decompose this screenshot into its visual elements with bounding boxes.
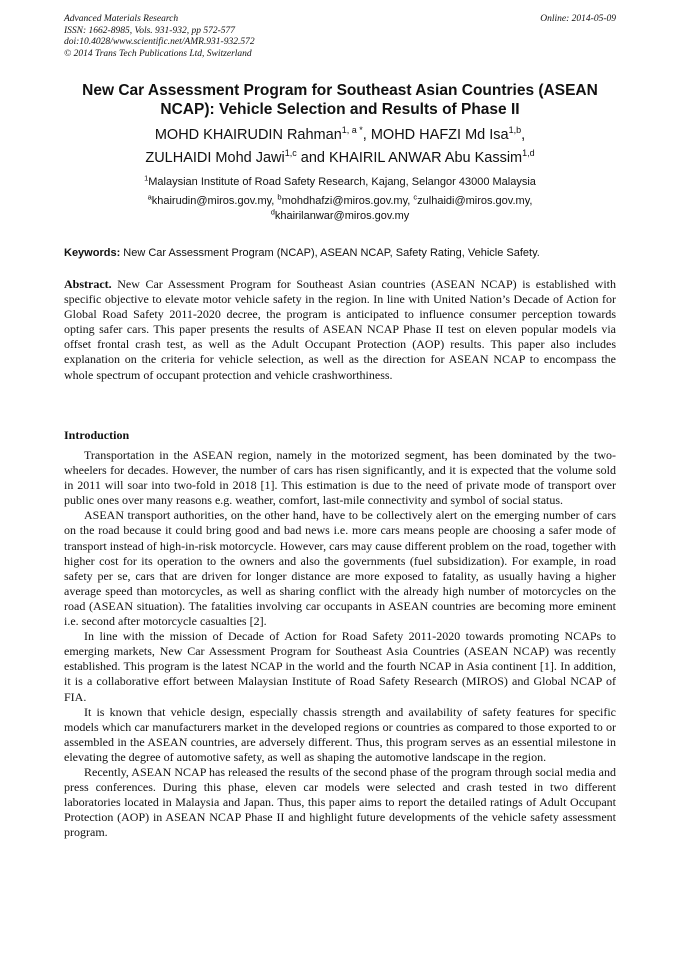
online-date: Online: 2014-05-09 xyxy=(540,14,616,24)
affil-mark: 1 xyxy=(144,173,149,183)
author-separator: , xyxy=(521,127,526,143)
author-name: ZULHAIDI Mohd Jawi xyxy=(145,150,285,166)
author-separator: , xyxy=(362,127,371,143)
paper-title: New Car Assessment Program for Southeast Asian Countries (ASEAN NCAP): Vehicle Selection and Results of Phase II xyxy=(82,82,598,118)
journal-header xyxy=(64,14,616,60)
email-mark: b xyxy=(277,192,282,202)
journal-name: Advanced Materials Research xyxy=(64,14,179,24)
affil-text: Malaysian Institute of Road Safety Research, Kajang, Selangor 43000 Malaysia xyxy=(148,176,536,188)
doi: doi:10.4028/www.scientific.net/AMR.931-932.572 xyxy=(64,37,255,47)
author-affil-mark: 1,d xyxy=(522,148,535,159)
keywords-text: New Car Assessment Program (NCAP), ASEAN NCAP, Safety Rating, Vehicle Safety. xyxy=(120,247,540,259)
introduction-body xyxy=(64,448,616,840)
author-affil-mark: 1, a * xyxy=(341,125,363,136)
email-address: zulhaidi@miros.gov.my, xyxy=(417,195,533,207)
keywords xyxy=(64,246,616,260)
email-mark: d xyxy=(270,207,275,217)
abstract-label: Abstract. xyxy=(64,277,112,291)
abstract xyxy=(64,277,616,383)
author-affil-mark: 1,b xyxy=(508,125,522,136)
email-mark: c xyxy=(413,192,418,202)
keywords-label: Keywords: xyxy=(64,247,121,259)
author-affil-mark: 1,c xyxy=(284,148,297,159)
abstract-text: New Car Assessment Program for Southeast Asian countries (ASEAN NCAP) is established with specific objective to elevate motor vehicle safety in the region. In line with United Nation’s Decade of Action for Global Road Safety 2011-2020 decree, the program is anticipated to influence consumer perception towards opting safer cars. This paper presents the results of ASEAN NCAP Phase II test on eleven popular models via offset frontal crash test, as well as the Adult Occupant Protection (AOP) results. This paper also includes explanation on the criteria for vehicle selection, as well as the direction for ASEAN NCAP to encompass the whole spectrum of occupant protection and vehicle crashworthiness. xyxy=(64,277,616,382)
email-address: khairilanwar@miros.gov.my xyxy=(274,210,410,222)
paragraph: ASEAN transport authorities, on the other hand, have to be collectively alert on the emerging number of cars on the road because it could bring good and bad news i.e. more cars means people are choosing a safer mode of transport instead of high-in-risk motorcycle. However, cars may cause different problem on the road, together with higher cost for its operation to the owners and also the governments (fuel subsidization). For example, in road safety per se, cars that are driven for longer distance are more exposed to fatality, as usually having a higher average speed than motorcycles, as well as sharing conflict with the already high number of motorcycles on the road (ASEAN situation). The fatalities involving car occupants in ASEAN countries are becoming more eminent i.e. second after motorcycle casualties [2]. xyxy=(64,508,616,629)
copyright: © 2014 Trans Tech Publications Ltd, Switzerland xyxy=(64,48,252,59)
author-name: MOHD HAFZI Md Isa xyxy=(370,127,509,143)
paragraph: It is known that vehicle design, especially chassis strength and availability of safety features for specific models which car manufacturers market in the developed regions or countries as compared to those exported to or assembled in the ASEAN countries, are adversely different. Thus, this program serves as an essential milestone in elevating the degree of automotive safety, as well as shaping the automotive landscape in the region. xyxy=(64,704,616,764)
section-heading: Introduction xyxy=(64,428,130,442)
email-mark: a xyxy=(147,192,152,202)
author-conjunction: and xyxy=(296,150,330,166)
author-name: MOHD KHAIRUDIN Rahman xyxy=(154,127,342,143)
paragraph: In line with the mission of Decade of Action for Road Safety 2011-2020 towards promoting NCAPs to emerging markets, New Car Assessment Program for Southeast Asia Countries (ASEAN NCAP) was recently established. This program is the latest NCAP in the world and the fourth NCAP in Asia continent [1]. In addition, it is a collaborative effort between Malaysian Institute of Road Safety Research (MIROS) and Global NCAP of FIA. xyxy=(64,629,616,704)
author-emails xyxy=(64,194,616,224)
paragraph: Transportation in the ASEAN region, namely in the motorized segment, has been dominated by the two-wheelers for decades. However, the number of cars has risen significantly, and it is expected that the volume sold in 2011 will soar into two-fold in 2018 [1]. This estimation is due to the need of private mode of transport over public ones over many reasons e.g. weather, comfort, last-mile connectivity and symbol of social status. xyxy=(64,448,616,508)
author-name: KHAIRIL ANWAR Abu Kassim xyxy=(329,150,523,166)
affiliation xyxy=(64,175,616,189)
author-list xyxy=(64,124,616,170)
paragraph: Recently, ASEAN NCAP has released the results of the second phase of the program through social media and press conferences. During this phase, eleven car models were selected and crash tested in two different laboratories located in Malaysia and Japan. Thus, this paper aims to report the detailed ratings of Adult Occupant Protection (AOP) in ASEAN NCAP Phase II and highlight future developments of the vehicle safety assessment program. xyxy=(64,764,616,840)
issn: ISSN: 1662-8985, Vols. 931-932, pp 572-577 xyxy=(64,25,235,36)
email-address: khairudin@miros.gov.my, xyxy=(151,195,278,207)
email-address: mohdhafzi@miros.gov.my, xyxy=(281,195,414,207)
